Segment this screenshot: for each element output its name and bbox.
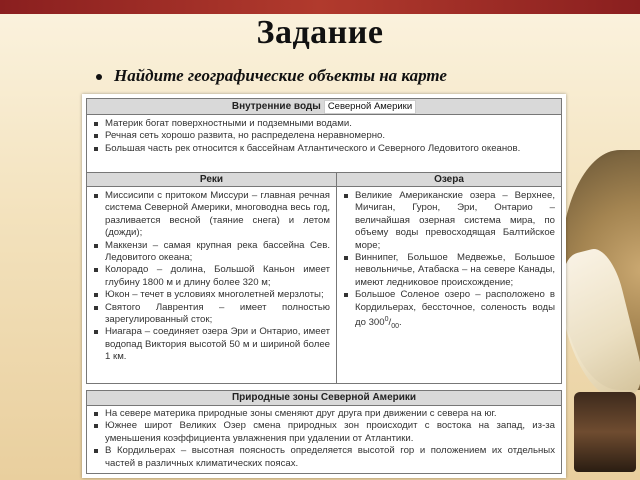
list-item: Большое Соленое озеро – расположено в Кордильерах, бессточное, соленость воды до $300^0/_{00}$. bbox=[343, 289, 555, 333]
list-item: Виннипег, Большое Медвежье, Большое невольничье, Атабаска – на севере Канады, имеют ледниковое происхождение; bbox=[343, 252, 555, 289]
slide-title: Задание bbox=[256, 14, 384, 51]
list-item: Колорадо – долина, Большой Каньон имеет глубину 1800 м и длину более 320 м; bbox=[93, 264, 330, 289]
square-bullet-icon bbox=[344, 194, 348, 198]
square-bullet-icon bbox=[94, 293, 98, 297]
square-bullet-icon bbox=[94, 424, 98, 428]
lakes-header: Озера bbox=[337, 173, 561, 187]
list-item: На севере материка природные зоны сменяют друг друга при движении с севера на юг. bbox=[93, 408, 555, 420]
task-bullet bbox=[96, 66, 616, 90]
square-bullet-icon bbox=[94, 244, 98, 248]
list-item: В Кордильерах – высотная поясность определяется высотой гор и положением их отдельных частей в различных климатических поясах. bbox=[93, 445, 555, 470]
document-image bbox=[82, 94, 566, 478]
list-item: Маккензи – самая крупная река бассейна Сев. Ледовитого океана; bbox=[93, 240, 330, 265]
inland-waters-header bbox=[87, 99, 561, 115]
square-bullet-icon bbox=[94, 134, 98, 138]
natural-zones-header: Природные зоны Северной Америки bbox=[87, 391, 561, 406]
bullet-dot-icon bbox=[96, 74, 102, 80]
list-item: Ниагара – соединяет озера Эри и Онтарио, имеет водопад Виктория высотой 50 м и шириной более 1 км. bbox=[93, 326, 330, 363]
square-bullet-icon bbox=[94, 412, 98, 416]
inkwell-illustration bbox=[574, 392, 636, 472]
rivers-column bbox=[87, 187, 337, 383]
list-item: Святого Лаврентия – имеет полностью зарегулированный сток; bbox=[93, 302, 330, 327]
square-bullet-icon bbox=[94, 306, 98, 310]
top-decor-band bbox=[0, 0, 640, 14]
inland-waters-table bbox=[86, 98, 562, 384]
natural-zones-items bbox=[87, 406, 561, 473]
square-bullet-icon bbox=[94, 194, 98, 198]
square-bullet-icon bbox=[94, 449, 98, 453]
list-item: Материк богат поверхностными и подземными водами. bbox=[93, 118, 555, 130]
list-item: Великие Американские озера – Верхнее, Мичиган, Гурон, Эри, Онтарио – величайшая озерная система мира, по объему воды превосходящая Балтийское море; bbox=[343, 190, 555, 252]
inland-waters-header-text: Внутренние воды bbox=[231, 101, 321, 112]
list-item: Речная сеть хорошо развита, но распределена неравномерно. bbox=[93, 130, 555, 142]
square-bullet-icon bbox=[94, 147, 98, 151]
list-item: Миссисипи с притоком Миссури – главная речная система Северной Америки, многоводна весь год, разливается весной (таяние снега) и летом (дожди); bbox=[93, 190, 330, 240]
square-bullet-icon bbox=[94, 330, 98, 334]
lakes-column bbox=[337, 187, 561, 383]
square-bullet-icon bbox=[344, 293, 348, 297]
list-item: Юкон – течет в условиях многолетней мерзлоты; bbox=[93, 289, 330, 301]
square-bullet-icon bbox=[94, 122, 98, 126]
inland-waters-items bbox=[87, 115, 561, 173]
task-text: Найдите географические объекты на карте bbox=[114, 66, 447, 85]
square-bullet-icon bbox=[344, 256, 348, 260]
list-item: Большая часть рек относится к бассейнам Атлантического и Северного Ледовитого океанов. bbox=[93, 143, 555, 155]
header-overlay-label: Северной Америки bbox=[324, 100, 416, 114]
list-item: Южнее широт Великих Озер смена природных зон происходит с востока на запад, из-за уменьшения коэффициента увлажнения при удалении от Атлантики. bbox=[93, 420, 555, 445]
rivers-header: Реки bbox=[87, 173, 337, 187]
square-bullet-icon bbox=[94, 268, 98, 272]
natural-zones-table bbox=[86, 390, 562, 474]
